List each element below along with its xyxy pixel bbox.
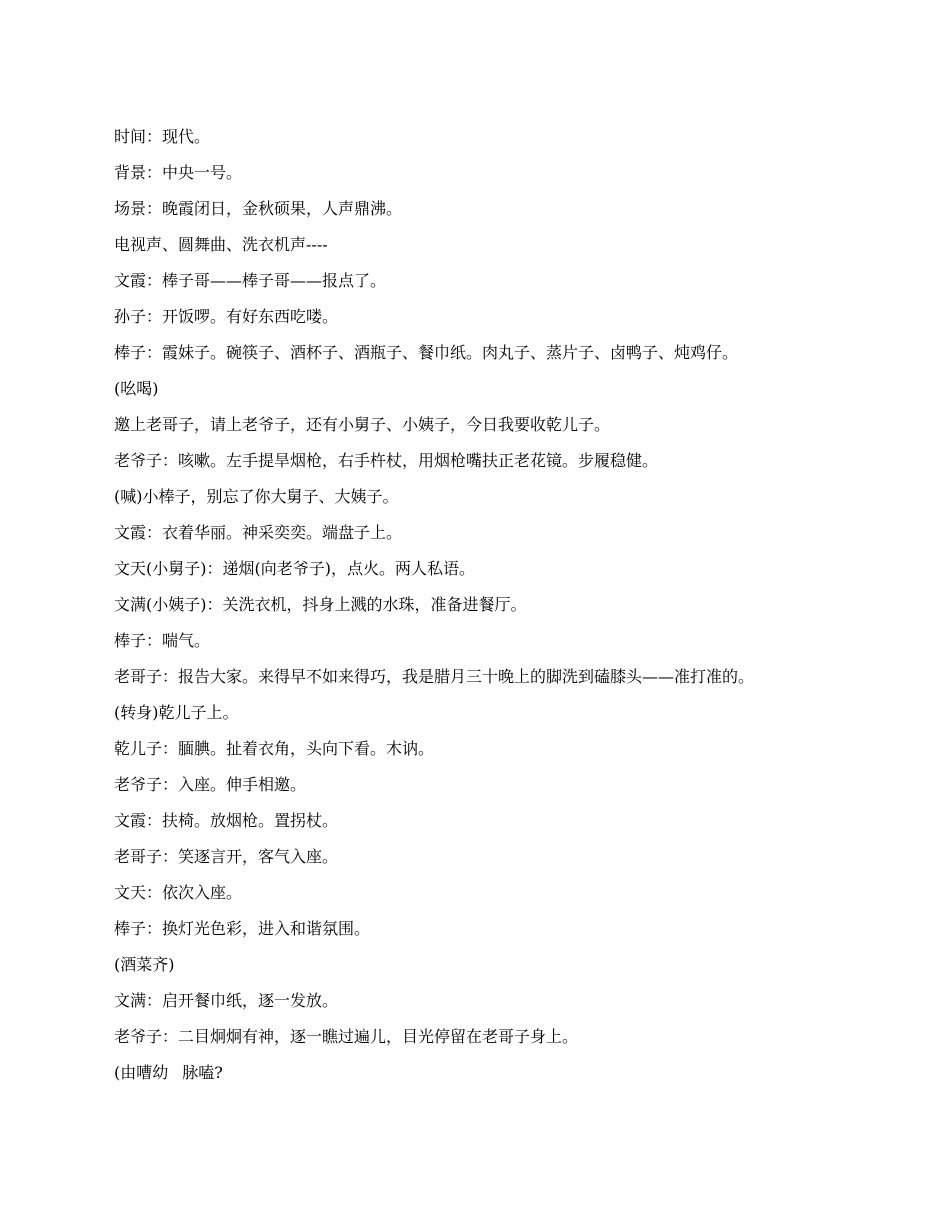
dialogue-line: 文霞：扶椅。放烟枪。置拐杖。 (114, 811, 339, 830)
dialogue-line: 文天(小舅子)：递烟(向老爷子)，点火。两人私语。 (114, 559, 475, 578)
dialogue-line: 文满：启开餐巾纸，逐一发放。 (114, 991, 339, 1010)
line-scene: 场景：晚霞闭日，金秋硕果，人声鼎沸。 (114, 199, 403, 218)
script-body (114, 127, 834, 1099)
stage-direction: (吆喝) (114, 379, 159, 398)
garbled-text-a: (由嘈幼 (114, 1063, 169, 1082)
dialogue-line: 棒子：喘气。 (114, 631, 211, 650)
garbled-text-b: 脉嗑? (182, 1063, 223, 1082)
dialogue-line: 棒子：霞妹子。碗筷子、酒杯子、酒瓶子、餐巾纸。肉丸子、蒸片子、卤鸭子、炖鸡仔。 (114, 343, 739, 362)
stage-direction: (酒菜齐) (114, 955, 175, 974)
dialogue-line: 老哥子：报告大家。来得早不如来得巧，我是腊月三十晚上的脚洗到磕膝头——准打准的。 (114, 667, 755, 686)
garbled-last-line (114, 1063, 834, 1082)
dialogue-line: 老爷子：入座。伸手相邀。 (114, 775, 307, 794)
dialogue-line: 邀上老哥子，请上老爷子，还有小舅子、小姨子，今日我要收乾儿子。 (114, 415, 611, 434)
dialogue-line: 乾儿子：腼腆。扯着衣角，头向下看。木讷。 (114, 739, 435, 758)
line-time: 时间：现代。 (114, 127, 211, 146)
stage-direction: (转身)乾儿子上。 (114, 703, 239, 722)
dialogue-line: 老哥子：笑逐言开，客气入座。 (114, 847, 339, 866)
dialogue-line: 棒子：换灯光色彩，进入和谐氛围。 (114, 919, 371, 938)
dialogue-line: 文霞：棒子哥——棒子哥——报点了。 (114, 271, 387, 290)
dialogue-line: 老爷子：二目炯炯有神，逐一瞧过遍儿，目光停留在老哥子身上。 (114, 1027, 579, 1046)
dialogue-line: 老爷子：咳嗽。左手提旱烟枪，右手杵杖，用烟枪嘴扶正老花镜。步履稳健。 (114, 451, 659, 470)
dialogue-line: 文满(小姨子)：关洗衣机，抖身上溅的水珠，准备进餐厅。 (114, 595, 527, 614)
dialogue-line: 孙子：开饭啰。有好东西吃喽。 (114, 307, 339, 326)
stage-direction: (喊)小棒子，别忘了你大舅子、大姨子。 (114, 487, 399, 506)
line-sound-effects: 电视声、圆舞曲、洗衣机声---- (114, 235, 328, 254)
dialogue-line: 文天：依次入座。 (114, 883, 243, 902)
dialogue-line: 文霞：衣着华丽。神采奕奕。端盘子上。 (114, 523, 403, 542)
line-background: 背景：中央一号。 (114, 163, 243, 182)
